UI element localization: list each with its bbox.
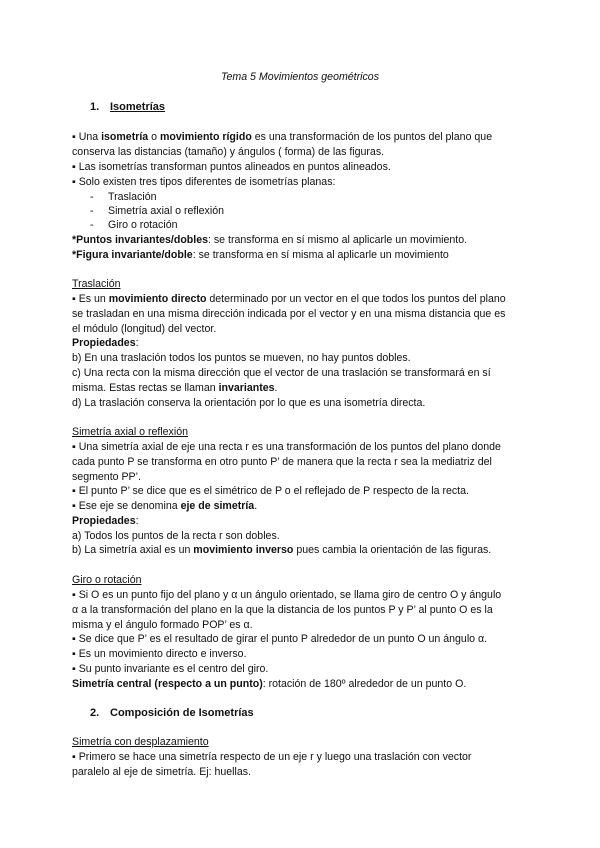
term-puntos-invariantes: *Puntos invariantes/dobles [72, 234, 208, 246]
giro-line-5: ▪ Es un movimiento directo e inverso. [72, 648, 247, 660]
simetria-line-1: ▪ Una simetría axial de eje una recta r es una transformación de los puntos del plano donde [72, 441, 501, 453]
invariant-figure-line: *Figura invariante/doble: se transforma en sí misma al aplicarle un movimiento [72, 249, 449, 261]
giro-line-2: α a la transformación del plano en la que la distancia de los puntos P y P’ al punto O es la [72, 604, 493, 616]
term-figura-invariante: *Figura invariante/doble [72, 249, 193, 261]
isometria-definition-line-1: ▪ Una isometría o movimiento rígido es una transformación de los puntos del plano que [72, 131, 493, 143]
isometria-types-intro: ▪ Solo existen tres tipos diferentes de isometrías planas: [72, 176, 336, 188]
traslacion-property-b: b) En una traslación todos los puntos se mueven, no hay puntos dobles. [72, 352, 411, 364]
term-movimiento-rigido: movimiento rígido [159, 131, 252, 143]
section-1-heading [90, 100, 165, 114]
simetria-line-4: ▪ El punto P’ se dice que es el simétrico de P o el reflejado de P respecto de la recta. [72, 485, 469, 497]
simetria-line-3: segmento PP’. [72, 471, 141, 483]
section-1-title: Isometrías [110, 101, 166, 113]
list-item: - Simetría axial o reflexión [90, 205, 224, 217]
giro-line-6: ▪ Su punto invariante es el centro del giro. [72, 663, 269, 675]
term-invariantes: invariantes [218, 382, 275, 394]
desplazamiento-line-1: ▪ Primero se hace una simetría respecto de un eje r y luego una traslación con vector [72, 751, 472, 763]
simetria-property-a: a) Todos los puntos de la recta r son dobles. [72, 530, 280, 542]
giro-heading: Giro o rotación [72, 574, 142, 586]
isometria-definition-line-2: conserva las distancias (tamaño) y ángulos ( forma) de las figuras. [72, 146, 385, 158]
giro-line-3: misma y el ángulo formado POP’ es α. [72, 619, 253, 631]
traslacion-line-2: se trasladan en una misma dirección indicada por el vector y en una misma distancia que es [72, 308, 506, 320]
desplazamiento-line-2: paralelo al eje de simetría. Ej: huellas. [72, 766, 252, 778]
simetria-property-b: b) La simetría axial es un movimiento inverso pues cambia la orientación de las figuras. [72, 544, 492, 556]
simetria-properties-label: Propiedades: [72, 515, 139, 527]
traslacion-property-d: d) La traslación conserva la orientación por lo que es una isometría directa. [72, 397, 426, 409]
simetria-heading: Simetría axial o reflexión [72, 426, 188, 438]
desplazamiento-heading: Simetría con desplazamiento [72, 736, 209, 748]
simetria-central-line: Simetría central (respecto a un punto): rotación de 180º alrededor de un punto O. [72, 678, 467, 690]
section-2-heading [90, 706, 254, 720]
traslacion-line-1: ▪ Es un movimiento directo determinado por un vector en el que todos los puntos del plano [72, 293, 506, 305]
section-2-title: Composición de Isometrías [110, 707, 254, 719]
invariant-points-line: *Puntos invariantes/dobles: se transforma en sí mismo al aplicarle un movimiento. [72, 234, 468, 246]
traslacion-heading: Traslación [72, 278, 121, 290]
giro-line-1: ▪ Si O es un punto fijo del plano y α un ángulo orientado, se llama giro de centro O y ángulo [72, 589, 502, 601]
isometria-alignment-line: ▪ Las isometrías transforman puntos alineados en puntos alineados. [72, 161, 391, 173]
list-item: - Giro o rotación [90, 219, 178, 231]
simetria-line-5: ▪ Ese eje se denomina eje de simetría. [72, 500, 258, 512]
section-2-number: 2. [90, 707, 100, 719]
traslacion-property-c-2: misma. Estas rectas se llaman invariantes. [72, 382, 278, 394]
simetria-line-2: cada punto P se transforma en otro punto P’ de manera que la recta r sea la mediatriz del [72, 456, 492, 468]
term-simetria-central: Simetría central (respecto a un punto) [72, 678, 263, 690]
section-1-number: 1. [90, 101, 100, 113]
giro-line-4: ▪ Se dice que P’ es el resultado de girar el punto P alrededor de un punto O un ángulo α. [72, 633, 488, 645]
traslacion-property-c-1: c) Una recta con la misma dirección que el vector de una traslación se transformará en sí [72, 367, 491, 379]
list-item: - Traslación [90, 191, 157, 203]
term-movimiento-directo: movimiento directo [108, 293, 207, 305]
term-eje-de-simetria: eje de simetría [180, 500, 255, 512]
traslacion-line-3: el módulo (longitud) del vector. [72, 323, 217, 335]
term-movimiento-inverso: movimiento inverso [193, 544, 294, 556]
term-isometria: isometría [101, 131, 149, 143]
traslacion-properties-label: Propiedades: [72, 337, 139, 349]
page-title: Tema 5 Movimientos geométricos [221, 71, 379, 83]
